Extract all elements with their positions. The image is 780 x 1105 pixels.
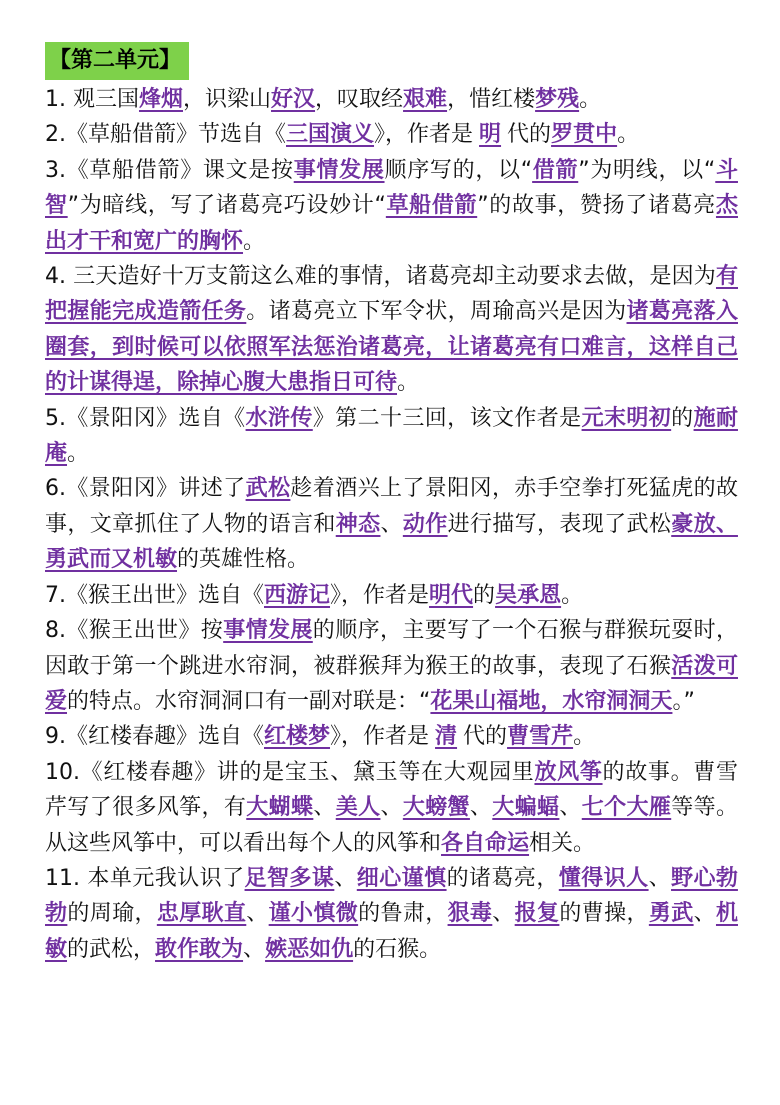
answer-keyword: 敢作敢为: [155, 936, 244, 962]
item-text: 。: [579, 87, 602, 112]
answer-keyword: 西游记: [264, 582, 331, 608]
answer-keyword: 美人: [335, 795, 381, 821]
item-text: 、: [648, 865, 672, 891]
answer-keyword: 草船借箭: [385, 193, 478, 219]
list-item: [45, 578, 738, 613]
item-text: 。: [561, 582, 584, 608]
item-text: 、: [243, 936, 266, 962]
list-item: [45, 755, 738, 861]
answer-keyword: 艰难: [403, 87, 448, 112]
answer-keyword: 勇武: [648, 901, 694, 927]
item-text: 相关。: [529, 830, 596, 856]
answer-keyword: 神态: [335, 511, 381, 537]
answer-keyword: 借箭: [532, 157, 579, 183]
item-text: 趁着酒兴上了景阳冈，赤手空拳打死猛虎的故事，文章抓住了人物的语言和: [45, 476, 738, 537]
item-text: 9.《红楼春趣》选自《: [45, 724, 264, 750]
item-text: 、: [380, 511, 403, 537]
answer-keyword: 豪放、勇武而又机敏: [45, 511, 738, 573]
answer-keyword: 野心勃勃: [45, 865, 738, 927]
answer-keyword: 杰出才干和宽广的胸怀: [45, 193, 738, 254]
item-text: 3.《草船借箭》课文是按: [45, 157, 294, 183]
item-text: 、: [380, 795, 403, 821]
item-text: 。: [397, 370, 420, 396]
list-item: [45, 401, 738, 472]
item-text: 的诸葛亮，: [446, 865, 559, 891]
item-text: 、: [693, 901, 716, 927]
answer-keyword: 大蝙蝠: [492, 795, 560, 821]
list-item: [45, 861, 738, 967]
answer-keyword: 事情发展: [293, 157, 385, 183]
answer-keyword: 机敏: [45, 901, 738, 962]
answer-keyword: 罗贯中: [551, 122, 618, 148]
item-text: 、: [313, 795, 336, 821]
item-text: 。: [243, 228, 266, 254]
item-text: 顺序写的，以“: [384, 157, 533, 183]
item-text: 1. 观三国: [45, 87, 139, 112]
answer-keyword: 烽烟: [138, 87, 183, 112]
answer-keyword: 曹雪芹: [507, 724, 574, 750]
answer-keyword: 三国演义: [286, 122, 375, 148]
list-item: [45, 471, 738, 577]
item-text: 4. 三天造好十万支箭这么难的事情，诸葛亮却主动要求去做，是因为: [45, 264, 716, 290]
item-text: 2.《草船借箭》节选自《: [45, 122, 286, 148]
item-text: 、: [246, 901, 269, 927]
list-item: [45, 259, 738, 401]
item-text: 的周瑜，: [67, 901, 157, 927]
item-text: 》第二十三回，该文作者是: [312, 405, 582, 431]
item-text: 的顺序，主要写了一个石猴与群猴玩耍时，因敢于第一个跳进水帘洞，被群猴拜为猴王的故事，表现了石猴: [45, 618, 738, 679]
item-text: ，识梁山: [183, 87, 272, 112]
answer-keyword: 红楼梦: [264, 724, 331, 750]
item-text: 8.《猴王出世》按: [45, 618, 224, 644]
answer-keyword: 有把握能完成造箭任务: [45, 264, 738, 325]
item-text: 、: [334, 865, 357, 891]
item-text: 。: [67, 441, 90, 467]
item-text: 代的: [463, 724, 508, 750]
item-text: 7.《猴王出世》选自《: [45, 582, 264, 608]
answer-keyword: 狠毒: [447, 901, 493, 927]
item-text: 的武松，: [67, 936, 156, 962]
answer-keyword: 细心谨慎: [356, 865, 447, 891]
answer-keyword: 各自命运: [441, 830, 530, 856]
item-text: ”为明线，以“: [578, 157, 716, 183]
item-text: 的英雄性格。: [177, 547, 310, 573]
list-item: [45, 719, 738, 754]
answer-keyword: 嫉恶如仇: [265, 936, 354, 962]
item-text: 。: [617, 122, 640, 148]
answer-keyword: 明: [479, 122, 502, 148]
list-item: [45, 613, 738, 719]
answer-keyword: 大螃蟹: [402, 795, 470, 821]
item-text: 。: [573, 724, 596, 750]
answer-keyword: 报复: [514, 901, 560, 927]
answer-keyword: 清: [435, 724, 458, 750]
answer-keyword: 谨小慎微: [268, 901, 359, 927]
answer-keyword: 动作: [402, 511, 448, 537]
item-text: 。诸葛亮立下军令状，周瑜高兴是因为: [246, 299, 627, 325]
item-text: ，惜红楼: [447, 87, 536, 112]
answer-keyword: 元末明初: [581, 405, 672, 431]
answer-keyword: 明代: [429, 582, 474, 608]
list-item: [45, 153, 738, 259]
answer-keyword: 七个大雁: [581, 795, 672, 821]
answer-keyword: 施耐庵: [45, 405, 738, 467]
item-text: 等等。从这些风筝中，可以看出每个人的风筝和: [45, 795, 738, 856]
item-text: 11. 本单元我认识了: [45, 865, 245, 891]
item-text: 》，作者是: [330, 724, 430, 750]
item-text: 10.《红楼春趣》讲的是宝玉、黛玉等在大观园里: [45, 759, 535, 785]
item-text: 的石猴。: [353, 936, 442, 962]
answer-keyword: 事情发展: [223, 618, 313, 644]
item-text: 进行描写，表现了武松: [447, 511, 672, 537]
list-item: [45, 82, 738, 117]
list-item: [45, 117, 738, 152]
item-text: 、: [559, 795, 582, 821]
answer-keyword: 忠厚耿直: [156, 901, 247, 927]
answer-keyword: 诸葛亮落入圈套，到时候可以依照军法惩治诸葛亮，让诸葛亮有口难言，这样自己的计谋得逞，除掉心腹大患指日可待: [45, 299, 738, 396]
answer-keyword: 放风筝: [534, 759, 603, 785]
item-text: 的特点。水帘洞洞口有一副对联是：“: [67, 688, 431, 714]
answer-keyword: 足智多谋: [244, 865, 335, 891]
answer-keyword: 斗智: [45, 157, 738, 219]
item-text: 、: [469, 795, 493, 821]
section-heading: 【第二单元】: [45, 42, 189, 80]
item-text: ”的故事，赞扬了诸葛亮: [477, 193, 716, 219]
item-text: 6.《景阳冈》讲述了: [45, 476, 246, 502]
item-text: 的: [473, 582, 496, 608]
answer-keyword: 梦残: [535, 87, 580, 112]
answer-keyword: 武松: [245, 476, 291, 502]
item-text: 的故事。曹雪芹写了很多风筝，有: [45, 759, 738, 821]
answer-keyword: 吴承恩: [495, 582, 562, 608]
item-text: 的曹操，: [559, 901, 649, 927]
item-text: 的: [671, 405, 694, 431]
item-text: 的鲁肃，: [358, 901, 448, 927]
answer-keyword: 水浒传: [245, 405, 313, 431]
answer-keyword: 大蝴蝶: [246, 795, 314, 821]
item-list: [45, 82, 738, 967]
item-text: ，叹取经: [315, 87, 404, 112]
item-text: 。”: [672, 688, 695, 714]
item-text: 代的: [507, 122, 552, 148]
item-text: ”为暗线，写了诸葛亮巧设妙计“: [67, 193, 386, 219]
answer-keyword: 活泼可爱: [45, 653, 738, 714]
item-text: 》，作者是: [330, 582, 430, 608]
answer-keyword: 好汉: [271, 87, 316, 112]
item-text: 》，作者是: [374, 122, 474, 148]
item-text: 5.《景阳冈》选自《: [45, 405, 246, 431]
item-text: 、: [492, 901, 515, 927]
answer-keyword: 懂得识人: [558, 865, 649, 891]
answer-keyword: 花果山福地，水帘洞洞天: [430, 688, 673, 714]
